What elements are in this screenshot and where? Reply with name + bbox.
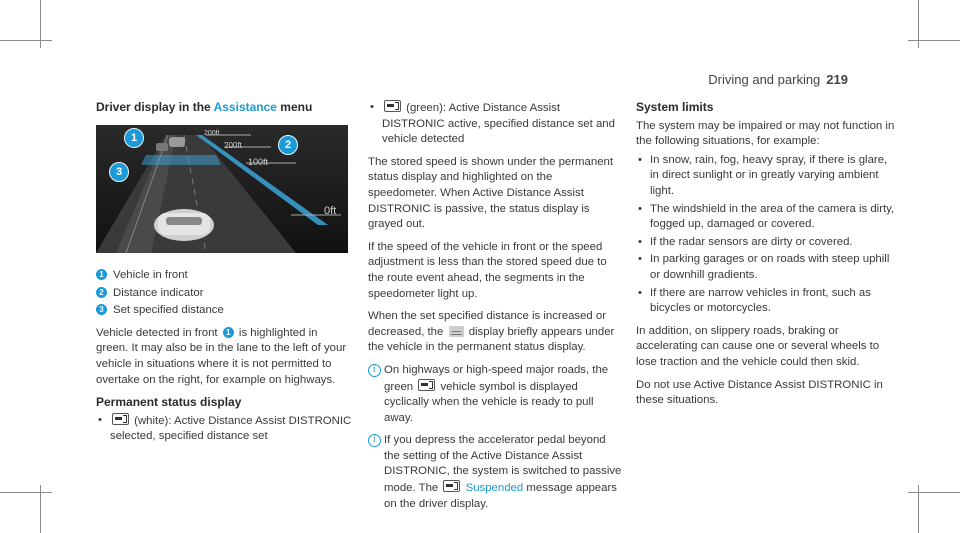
distronic-icon bbox=[112, 413, 129, 425]
distance-label-100: 100ft bbox=[248, 157, 269, 167]
vehicle-in-front bbox=[169, 137, 185, 147]
section-heading: System limits bbox=[636, 100, 714, 114]
column-right bbox=[636, 100, 898, 416]
crop-mark bbox=[908, 40, 960, 41]
status-list bbox=[368, 100, 624, 148]
list-item: • (green): Active Distance Assist DISTRONIC active, specified distance set and vehicle detected bbox=[368, 100, 624, 148]
figure-marker-2: 2 bbox=[278, 135, 298, 155]
legend-item: 2 Distance indicator bbox=[96, 286, 352, 302]
info-icon: i bbox=[368, 364, 381, 377]
set-distance-marker bbox=[141, 155, 221, 165]
list-item: • If there are narrow vehicles in front, such as bicycles or motorcycles. bbox=[636, 286, 898, 317]
crop-mark bbox=[908, 492, 960, 493]
paragraph: When the set specified distance is increased or decreased, the display briefly appears under the vehicle in the permanent status display. bbox=[368, 310, 615, 354]
info-note: i If you depress the accelerator pedal beyond the setting of the Active Distance Assist DISTRONIC, the system is switched to passive mode. The Suspended message appears on the driver display. bbox=[368, 433, 624, 512]
figure-marker-3: 3 bbox=[109, 162, 129, 182]
figure-marker-1: 1 bbox=[124, 128, 144, 148]
paragraph: Vehicle detected in front 1 is highlighted in green. It may also be in the lane to the left of your vehicle in situations where it is not permitted to overtake on the right, for example on highways. bbox=[96, 326, 347, 386]
paragraph: If the speed of the vehicle in front or the speed adjustment is less than the stored speed due to the route event ahead, the segments in the speedometer light up. bbox=[368, 240, 607, 300]
list-item: • In parking garages or on roads with steep uphill or downhill gradients. bbox=[636, 252, 898, 283]
list-item: • The windshield in the area of the camera is dirty, fogged up, damaged or covered. bbox=[636, 202, 898, 233]
distance-label-200: 200ft bbox=[204, 130, 220, 137]
page-header bbox=[708, 72, 848, 87]
distance-label-0: 0ft bbox=[324, 205, 337, 217]
info-icon: i bbox=[368, 434, 381, 447]
info-note: i On highways or high-speed major roads, the green vehicle symbol is displayed cyclically when the vehicle is ready to pull away. bbox=[368, 363, 624, 426]
page-number: 219 bbox=[826, 72, 848, 87]
section-heading: Driver display in the Assistance menu bbox=[96, 100, 313, 114]
list-item: • If the radar sensors are dirty or covered. bbox=[636, 235, 898, 251]
crop-mark bbox=[0, 492, 52, 493]
column-left-body bbox=[96, 268, 352, 452]
legend-item: 1 Vehicle in front bbox=[96, 268, 352, 284]
paragraph: The system may be impaired or may not function in the following situations, for example: bbox=[636, 119, 895, 148]
paragraph: In addition, on slippery roads, braking or accelerating can cause one or several wheels to lose traction and the vehicle could then skid. bbox=[636, 324, 880, 368]
crop-mark bbox=[0, 40, 52, 41]
distronic-icon bbox=[418, 379, 435, 391]
subheading: Permanent status display bbox=[96, 395, 242, 410]
suspended-message: Suspended bbox=[465, 482, 524, 495]
column-left bbox=[96, 100, 352, 122]
distance-display-icon bbox=[449, 326, 464, 337]
section-title: Driving and parking bbox=[708, 72, 821, 87]
list-item: • (white): Active Distance Assist DISTRONIC selected, specified distance set bbox=[96, 413, 352, 445]
driver-display-figure bbox=[96, 125, 348, 253]
paragraph: Do not use Active Distance Assist DISTRONIC in these situations. bbox=[636, 378, 883, 407]
distance-label-200b: 200ft bbox=[224, 141, 242, 150]
list-item: • In snow, rain, fog, heavy spray, if there is glare, in direct sunlight or in greatly varying ambient light. bbox=[636, 153, 898, 200]
legend-item: 3 Set specified distance bbox=[96, 303, 352, 319]
limits-list bbox=[636, 153, 898, 317]
paragraph: The stored speed is shown under the permanent status display and highlighted on the speedometer. When Active Distance Assist DISTRONIC is passive, the status display is grayed out. bbox=[368, 155, 614, 231]
status-list bbox=[96, 413, 352, 445]
distronic-icon bbox=[443, 480, 460, 492]
distronic-icon bbox=[384, 100, 401, 112]
column-middle bbox=[368, 100, 624, 519]
assistance-menu-label: Assistance bbox=[213, 100, 277, 114]
